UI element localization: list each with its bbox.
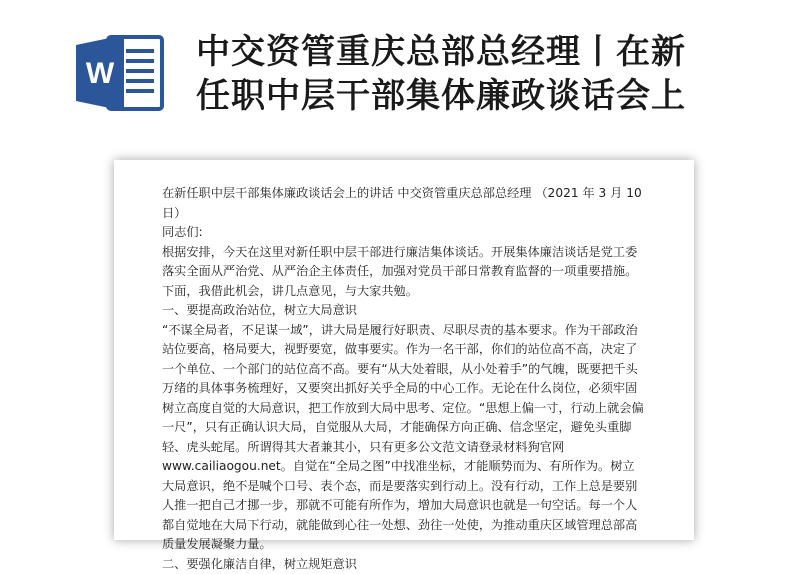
word-document-icon <box>74 33 166 113</box>
page-title <box>196 30 776 118</box>
document-body <box>162 184 646 574</box>
body-paragraph-1: “不谋全局者，不足谋一域”，讲大局是履行好职责、尽职尽责的基本要求。作为干部政治站位要高，格局要大，视野要宽，做事要实。作为一名干部，你们的站位高不高，决定了一个单位、一个部门的站位高不高。要有“从大处着眼，从小处着手”的气魄，既要把千头万绪的具体事务梳理好，又要突出抓好关乎全局的中心工作。无论在什么岗位，必须牢固树立高度自觉的大局意识，把工作放到大局中思考、定位。“思想上偏一寸，行动上就会偏一尺”，只有正确认识大局，自觉服从大局，才能确保方向正确、信念坚定，避免头重脚轻、虎头蛇尾。所谓得其大者兼其小，只有更多公文范文请登录材料狗官网 www.cailiaogou.net。自觉在“全局之图”中找准坐标，才能顺势而为、有所作为。树立大局意识，绝不是喊个口号、表个态，而是要落实到行动上。没有行动，工作上总是要别人推一把自己才挪一步，那就不可能有所作为，增加大局意识也就是一句空话。每一个人都自觉地在大局下行动，就能做到心往一处想、劲往一处使，为推动重庆区域管理总部高质量发展凝聚力量。 <box>162 321 646 555</box>
header <box>0 0 800 150</box>
section-heading-1: 一、要提高政治站位，树立大局意识 <box>162 301 646 321</box>
title-line-1: 中交资管重庆总部总经理丨在新 <box>196 30 776 74</box>
intro-paragraph: 根据安排，今天在这里对新任职中层干部进行廉洁集体谈话。开展集体廉洁谈话是党工委落实全面从严治党、从严治企主体责任，加强对党员干部日常教育监督的一项重要措施。下面，我借此机会，讲几点意见，与大家共勉。 <box>162 243 646 302</box>
svg-text:W: W <box>86 57 115 90</box>
title-line-2: 任职中层干部集体廉政谈话会上 <box>196 74 776 118</box>
document-page-preview <box>114 160 694 540</box>
salutation: 同志们: <box>162 223 646 243</box>
section-heading-2: 二、要强化廉洁自律，树立规矩意识 <box>162 555 646 574</box>
speech-heading: 在新任职中层干部集体廉政谈话会上的讲话 中交资管重庆总部总经理 （2021 年 3 月 10 日） <box>162 184 646 223</box>
